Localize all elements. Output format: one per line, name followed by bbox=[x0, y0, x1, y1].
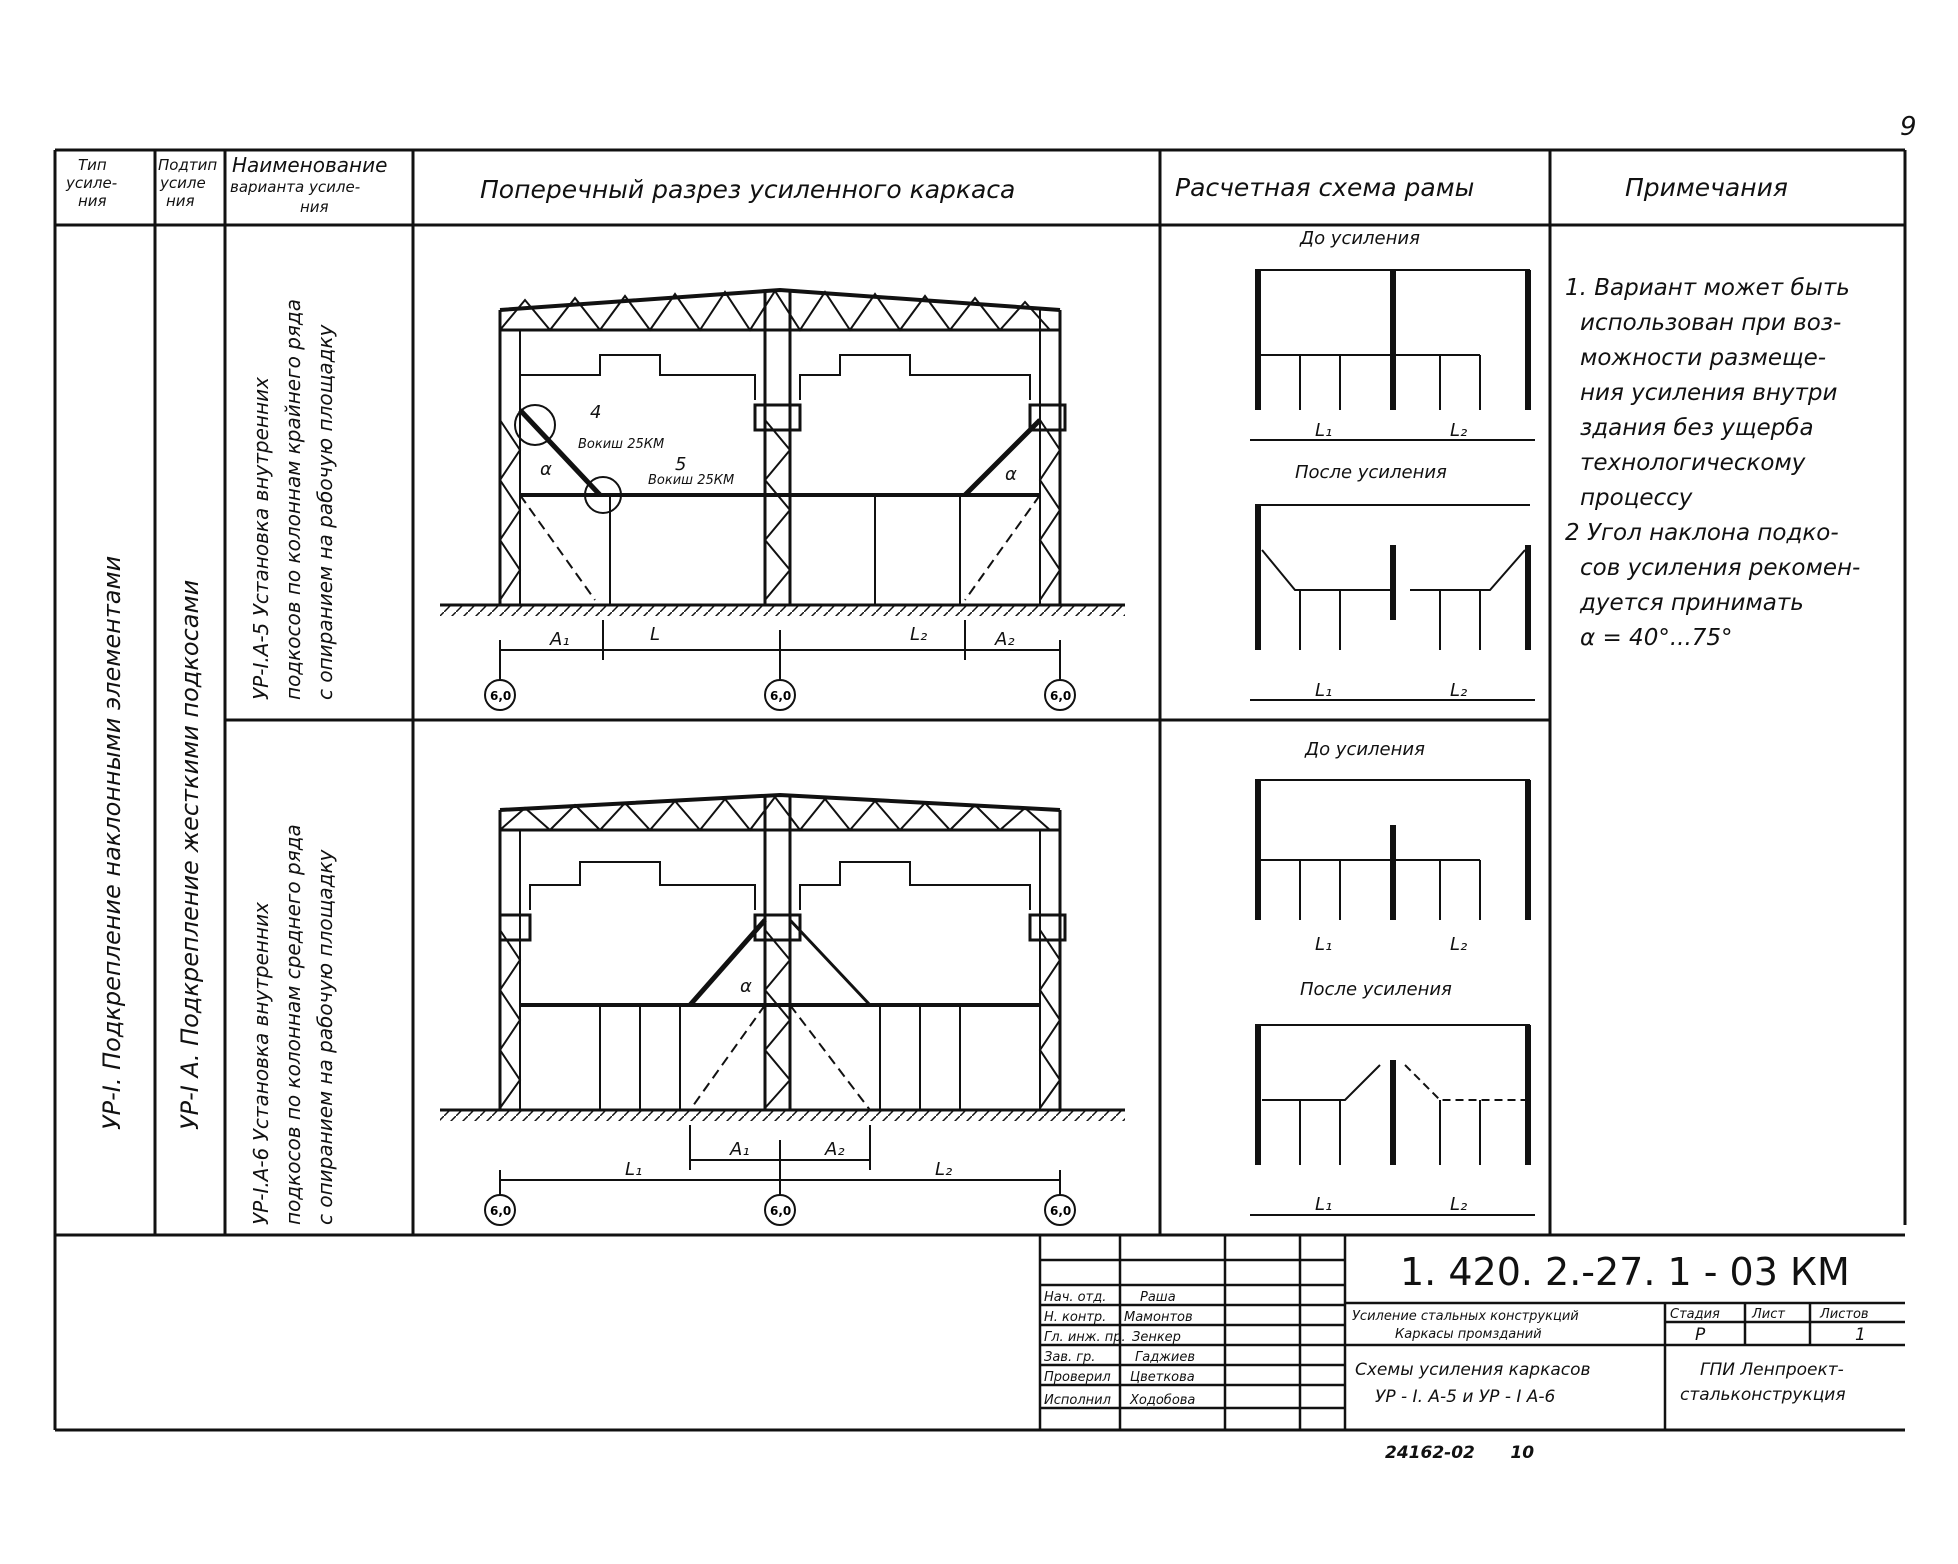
page-number: 9 bbox=[1900, 112, 1917, 142]
svg-text:Нач. отд.: Нач. отд. bbox=[1044, 1290, 1107, 1305]
svg-text:Зав. гр.: Зав. гр. bbox=[1044, 1350, 1096, 1365]
svg-text:Зенкер: Зенкер bbox=[1132, 1330, 1181, 1345]
subtype-label: УР-I А. Подкрепление жесткими подкосами bbox=[176, 579, 204, 1130]
svg-text:Усиление стальных конструкций: Усиление стальных конструкций bbox=[1352, 1309, 1579, 1324]
svg-text:Вокиш 25КМ: Вокиш 25КМ bbox=[648, 473, 735, 488]
type-label: УР-I. Подкрепление наклонными элементами bbox=[98, 555, 126, 1130]
svg-text:До усиления: До усиления bbox=[1300, 228, 1420, 249]
svg-text:6,0: 6,0 bbox=[490, 689, 512, 703]
svg-text:Н. контр.: Н. контр. bbox=[1044, 1310, 1107, 1325]
svg-text:Ходобова: Ходобова bbox=[1130, 1393, 1196, 1408]
svg-text:L₂: L₂ bbox=[1450, 934, 1468, 955]
svg-text:1. Вариант может быть: 1. Вариант может быть bbox=[1565, 275, 1850, 301]
svg-text:с опиранием на рабочую площадк: с опиранием на рабочую площадку bbox=[313, 324, 337, 700]
svg-text:До усиления: До усиления bbox=[1305, 739, 1425, 760]
svg-text:Исполнил: Исполнил bbox=[1044, 1393, 1111, 1408]
variant1-label bbox=[249, 299, 337, 700]
svg-text:Цветкова: Цветкова bbox=[1130, 1370, 1195, 1385]
svg-text:процессу: процессу bbox=[1580, 485, 1693, 511]
svg-text:6,0: 6,0 bbox=[770, 1204, 792, 1218]
header-variant bbox=[230, 153, 387, 216]
svg-text:L₁: L₁ bbox=[1315, 934, 1333, 955]
svg-text:Тип: Тип bbox=[78, 156, 107, 174]
svg-text:Мамонтов: Мамонтов bbox=[1124, 1310, 1193, 1325]
svg-text:ния: ния bbox=[166, 192, 195, 210]
svg-text:дуется принимать: дуется принимать bbox=[1580, 590, 1804, 616]
svg-text:L₂: L₂ bbox=[1450, 680, 1468, 701]
svg-text:с опиранием на рабочую площадк: с опиранием на рабочую площадку bbox=[313, 849, 337, 1225]
header-section: Поперечный разрез усиленного каркаса bbox=[480, 175, 1016, 204]
svg-text:ния усиления внутри: ния усиления внутри bbox=[1580, 380, 1838, 406]
doc-code: 1. 420. 2.-27. 1 - 03 КМ bbox=[1400, 1250, 1850, 1294]
signature-roles bbox=[1044, 1290, 1126, 1408]
section2-frame bbox=[440, 795, 1125, 1225]
svg-text:Проверил: Проверил bbox=[1044, 1370, 1111, 1385]
svg-text:усиле: усиле bbox=[160, 174, 206, 192]
svg-text:L₂: L₂ bbox=[1450, 1194, 1468, 1215]
svg-text:L₂: L₂ bbox=[910, 624, 928, 645]
svg-text:4: 4 bbox=[590, 402, 602, 423]
svg-text:6,0: 6,0 bbox=[1050, 1204, 1072, 1218]
header-subtype bbox=[158, 156, 217, 210]
header-type bbox=[65, 156, 117, 210]
svg-text:ГПИ Ленпроект-: ГПИ Ленпроект- bbox=[1700, 1360, 1844, 1380]
svg-text:L₁: L₁ bbox=[1315, 1194, 1333, 1215]
scheme-titles bbox=[1295, 228, 1452, 1000]
svg-text:A₁: A₁ bbox=[730, 1139, 750, 1160]
svg-text:L: L bbox=[650, 624, 661, 645]
svg-text:A₂: A₂ bbox=[995, 629, 1015, 650]
svg-text:L₁: L₁ bbox=[625, 1159, 643, 1180]
svg-text:Гл. инж. пр.: Гл. инж. пр. bbox=[1044, 1330, 1126, 1345]
svg-text:здания без ущерба: здания без ущерба bbox=[1580, 415, 1814, 441]
svg-text:Наименование: Наименование bbox=[232, 153, 388, 177]
svg-text:можности размеще-: можности размеще- bbox=[1580, 345, 1827, 371]
svg-text:сов усиления рекомен-: сов усиления рекомен- bbox=[1580, 555, 1861, 581]
svg-text:6,0: 6,0 bbox=[1050, 689, 1072, 703]
svg-text:α: α bbox=[540, 459, 552, 480]
svg-text:Раша: Раша bbox=[1140, 1290, 1176, 1305]
svg-text:6,0: 6,0 bbox=[490, 1204, 512, 1218]
svg-text:Схемы усиления каркасов: Схемы усиления каркасов bbox=[1355, 1360, 1591, 1380]
svg-text:A₁: A₁ bbox=[550, 629, 570, 650]
footer-code: 24162-02 10 bbox=[1385, 1443, 1535, 1463]
svg-text:ния: ния bbox=[78, 192, 107, 210]
svg-text:5: 5 bbox=[675, 454, 687, 475]
svg-text:УР-I.А-6 Установка внутренних: УР-I.А-6 Установка внутренних bbox=[249, 902, 273, 1225]
svg-text:Каркасы промзданий: Каркасы промзданий bbox=[1395, 1327, 1542, 1342]
svg-text:технологическому: технологическому bbox=[1580, 450, 1806, 476]
svg-text:использован при воз-: использован при воз- bbox=[1580, 310, 1842, 336]
section1-frame bbox=[440, 290, 1125, 710]
svg-text:1: 1 bbox=[1855, 1325, 1866, 1345]
header-notes: Примечания bbox=[1625, 173, 1788, 202]
svg-text:A₂: A₂ bbox=[825, 1139, 845, 1160]
svg-text:После усиления: После усиления bbox=[1300, 979, 1452, 1000]
svg-text:α = 40°...75°: α = 40°...75° bbox=[1580, 625, 1733, 651]
svg-text:варианта усиле-: варианта усиле- bbox=[230, 178, 361, 196]
svg-text:α: α bbox=[740, 976, 752, 997]
svg-text:После усиления: После усиления bbox=[1295, 462, 1447, 483]
svg-text:подкосов по колоннам крайнего: подкосов по колоннам крайнего ряда bbox=[281, 298, 305, 700]
svg-text:L₁: L₁ bbox=[1315, 680, 1333, 701]
svg-text:ния: ния bbox=[300, 198, 329, 216]
svg-text:L₂: L₂ bbox=[1450, 420, 1468, 441]
notes bbox=[1565, 275, 1860, 651]
svg-text:подкосов по колоннам среднего: подкосов по колоннам среднего ряда bbox=[281, 824, 305, 1225]
svg-text:Стадия: Стадия bbox=[1670, 1307, 1720, 1322]
svg-text:Подтип: Подтип bbox=[158, 156, 218, 174]
svg-text:УР-I.А-5 Установка внутренних: УР-I.А-5 Установка внутренних bbox=[249, 377, 273, 700]
svg-text:2 Угол наклона подко-: 2 Угол наклона подко- bbox=[1565, 520, 1839, 546]
svg-text:L₂: L₂ bbox=[935, 1159, 953, 1180]
svg-text:α: α bbox=[1005, 464, 1017, 485]
variant2-label bbox=[249, 824, 337, 1225]
truss-web-1 bbox=[500, 291, 1050, 330]
signature-names bbox=[1124, 1290, 1195, 1408]
svg-text:стальконструкция: стальконструкция bbox=[1680, 1385, 1846, 1405]
svg-text:6,0: 6,0 bbox=[770, 689, 792, 703]
header-scheme: Расчетная схема рамы bbox=[1175, 173, 1475, 202]
svg-text:Вокиш 25КМ: Вокиш 25КМ bbox=[578, 437, 665, 452]
svg-text:Гаджиев: Гаджиев bbox=[1135, 1350, 1196, 1365]
svg-text:УР - I. А-5 и УР - I А-6: УР - I. А-5 и УР - I А-6 bbox=[1375, 1387, 1556, 1407]
svg-text:L₁: L₁ bbox=[1315, 420, 1333, 441]
svg-text:Лист: Лист bbox=[1752, 1307, 1785, 1322]
truss-web-2 bbox=[500, 797, 1050, 830]
svg-text:усиле-: усиле- bbox=[66, 174, 118, 192]
svg-text:Р: Р bbox=[1695, 1325, 1706, 1345]
svg-text:Листов: Листов bbox=[1820, 1307, 1869, 1322]
